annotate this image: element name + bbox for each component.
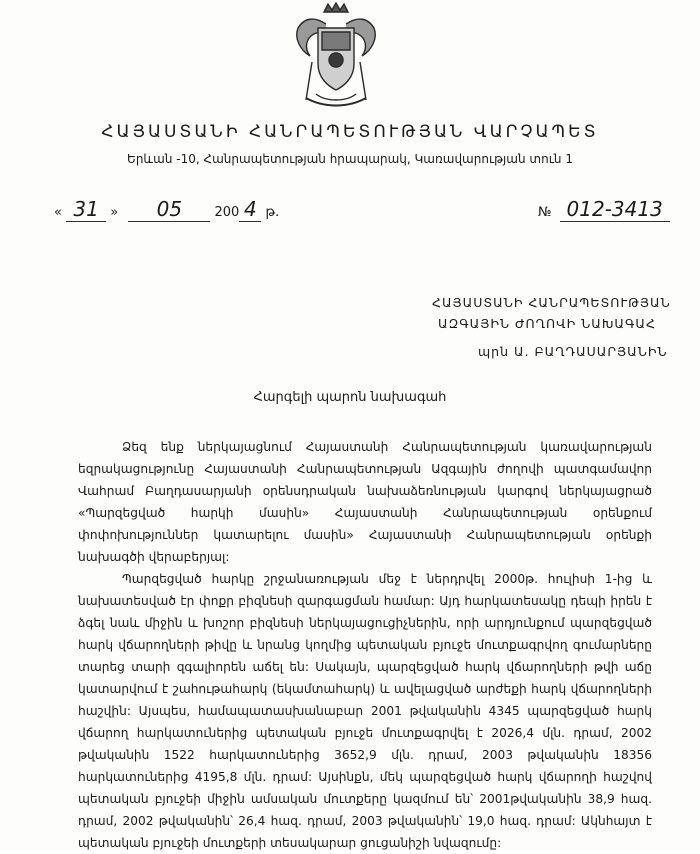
date-year-digit: 4 (239, 197, 261, 222)
body-paragraph-2: Պարզեցված հարկը շրջանառության մեջ է ներդրվել 2000թ. հուլիսի 1-ից և նախատեսված էր փոքր բիզնեսի զարգացման համար: Այդ հարկատեսակը դեպի իրեն է ձգել նաև միջին և խոշոր բիզնեսի ներկայացուցիչներին, որի արդյունքում պարզեցված հարկ վճարողների թիվը և նրանց կողմից պետական բյուջե մուտքագրվող գումարները տարեց տարի զգալիորեն աճել են: Սակայն, պարզեցված հարկ վճարողների թվի աճը կատարվում է շահութահարկ (եկամտահարկ) և ավելացված արժեքի հարկ վճարողների հաշվին: Այսպես, համապատասխանաբար 2001 թվականին 4345 պարզեցված հարկ վճարող հարկատուներից պետական բյուջե մուտքագրվել է 2026,4 մլն. դրամ, 2002 թվականին 1522 հարկատուներից 3652,9 մլն. դրամ, 2003 թվականին 18356 հարկատուներից 4195,8 մլն. դրամ: Այսինքն, մեկ պարզեցված հարկ վճարողի հաշվով պետական բյուջեի միջին ամսական մուտքերը կազմում են՝ 2001թվականին 38,9 հազ. դրամ, 2002 թվականին՝ 26,4 հազ. դրամ, 2003 թվականին՝ 19,0 հազ. դրամ: Ակնհայտ է պետական բյուջեի մուտքերի տեսակարար ցուցանիշի նվազումը: (78, 572, 652, 850)
letter-body (78, 436, 652, 854)
recipient-line-1: ՀԱՅԱՍՏԱՆԻ ՀԱՆՐԱՊԵՏՈՒԹՅԱՆ (432, 295, 671, 310)
date-open-quote: « (54, 205, 62, 220)
recipient-line-2: ԱԶԳԱՅԻՆ ԺՈՂՈՎԻ ՆԱԽԱԳԱՀ (438, 316, 656, 331)
recipient-block (432, 292, 671, 334)
body-paragraph-1: Ձեզ ենք ներկայացնում Հայաստանի Հանրապետության կառավարության եզրակացությունը Հայաստանի Հանրապետության Ազգային ժողովի պատգամավոր Վահրամ Բաղդասարյանի օրենսդրական նախաձեռնության կարգով ներկայացրած «Պարզեցված հարկի մասին» Հայաստանի Հանրապետության օրենքում փոփոխություններ կատարելու մասին» Հայաստանի Հանրապետության օրենքի նախագծի վերաբերյալ: (78, 440, 652, 564)
office-address: Երևան -10, Հանրապետության հրապարակ, Կառավարության տուն 1 (127, 152, 573, 166)
date-year-suffix: թ. (265, 205, 280, 220)
date-month: 05 (128, 197, 210, 222)
recipient-name: պրն Ա. ԲԱՂԴԱՍԱՐՅԱՆԻՆ (478, 344, 668, 359)
date-year-prefix: 200 (214, 205, 240, 220)
letter-date (54, 197, 279, 222)
reference-value: 012-3413 (560, 197, 670, 222)
coat-of-arms-emblem (276, 2, 396, 118)
reference-number (538, 197, 670, 222)
date-day: 31 (66, 197, 106, 222)
date-close-quote: » (110, 205, 119, 220)
reference-label: № (538, 205, 552, 220)
salutation: Հարգելի պարոն նախագահ (253, 390, 447, 405)
office-title: ՀԱՅԱՍՏԱՆԻ ՀԱՆՐԱՊԵՏՈՒԹՅԱՆ ՎԱՐՉԱՊԵՏ (101, 122, 599, 142)
